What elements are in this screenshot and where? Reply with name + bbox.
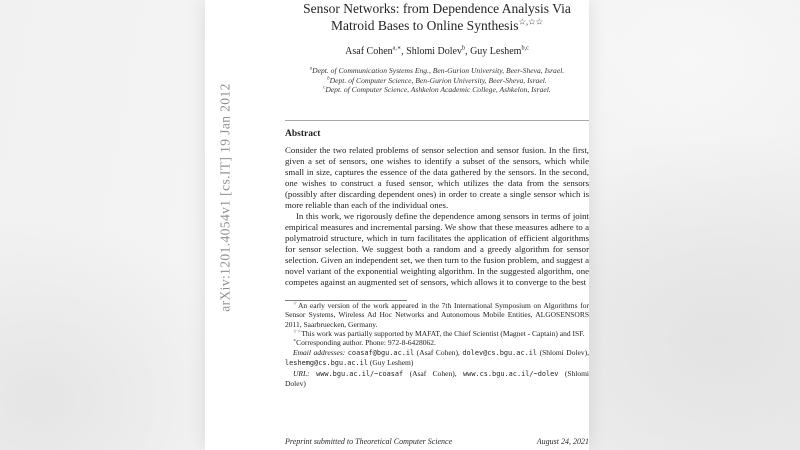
arxiv-watermark: arXiv:1201.4054v1 [cs.IT] 19 Jan 2012 <box>217 83 233 312</box>
footnote-urls <box>285 369 589 389</box>
affiliation-text: Dept. of Computer Science, Ashkelon Academic College, Ashkelon, Israel. <box>325 85 551 95</box>
footer-date: August 24, 2021 <box>536 437 589 446</box>
email-address: leshemg@cs.bgu.ac.il <box>285 359 368 368</box>
footnote-corresponding-author <box>285 338 589 347</box>
affiliation-mark: b <box>327 76 330 82</box>
footnote-early-version <box>285 301 589 329</box>
url-owner: (Asaf Cohen), <box>403 368 464 378</box>
email-address: dolev@cs.bgu.ac.il <box>462 348 538 357</box>
author-affil-mark: b,c <box>521 44 529 52</box>
affiliation-line <box>285 66 589 76</box>
affiliation-line <box>285 76 589 86</box>
footnote-text: An early version of the work appeared in the 7th International Symposium on Algorithms for Sensor Systems, Wireless Ad Hoc Networks and Autonomous Mobile Entities, ALGOSENSORS 2011, Saarbruecken, Germany. <box>285 300 589 329</box>
footnote-funding <box>285 329 589 338</box>
url-address: www.cs.bgu.ac.il/~dolev <box>463 369 559 378</box>
footnote-emails <box>285 348 589 369</box>
author-name: Guy Leshem <box>470 46 522 57</box>
paper-title <box>285 1 589 34</box>
frontmatter-rule <box>285 120 589 121</box>
paper-content-column <box>285 0 589 450</box>
abstract-paragraph-2: In this work, we rigorously define the dependence among sensors in terms of joint empirical measures and incremental parsing. We show that these measures adhere to a polymatroid structure, which in turn facilitates the application of efficient algorithms for sensor selection. We suggest both a random and a greedy algorithm for sensor selection. Given an independent set, we then turn to the fusion problem, and suggest a novel variant of the exponential weighting algorithm. In the suggested algorithm, one competes against an augmented set of sensors, which allows it to converge to the best <box>285 210 589 287</box>
title-footnote-marks: ☆,☆☆ <box>518 17 544 26</box>
abstract-paragraph-1: Consider the two related problems of sensor selection and sensor fusion. In the first, given a set of sensors, one wishes to identify a subset of the sensors, which while small in size, captures the essence of the data gathered by the sensors. In the second, one wishes to construct a fused sensor, which utilizes the data from the sensors (possibly after discarding dependent ones) in order to create a single sensor which is more reliable than each of the individual ones. <box>285 144 589 210</box>
author-separator: , <box>401 46 407 57</box>
url-owner: (Shlomi Dolev) <box>285 368 590 389</box>
author-line <box>285 46 589 57</box>
abstract-heading: Abstract <box>285 128 321 139</box>
footer-journal-note: Preprint submitted to Theoretical Computer Science <box>285 437 453 446</box>
footnote-mark-asterisk: ∗ <box>293 338 297 344</box>
email-owner: (Guy Leshem) <box>367 358 414 368</box>
email-label: Email addresses: <box>293 347 346 357</box>
email-owner: (Shlomi Dolev), <box>537 347 589 357</box>
url-address: www.bgu.ac.il/~coasaf <box>316 369 404 378</box>
footnote-text: Corresponding author. Phone: 972-8-6428062. <box>296 338 436 348</box>
affiliation-text: Dept. of Computer Science, Ben-Gurion University, Beer-Sheva, Israel. <box>329 75 547 85</box>
email-address: coasaf@bgu.ac.il <box>347 348 415 357</box>
author-name: Shlomi Dolev <box>406 46 462 57</box>
author-separator: , <box>465 46 471 57</box>
paper-title-line1: Sensor Networks: from Dependence Analysis Via <box>303 1 571 16</box>
affiliation-line <box>285 85 589 95</box>
email-owner: (Asaf Cohen), <box>414 347 463 357</box>
page-footer <box>285 437 589 446</box>
footnote-text: This work was partially supported by MAFAT, the Chief Scientist (Magnet - Captain) and ISF. <box>301 329 585 338</box>
paper-page <box>205 0 589 450</box>
paper-title-line2: Matroid Bases to Online Synthesis <box>330 17 519 33</box>
author-affil-mark: a,∗ <box>392 44 402 52</box>
author-affil-mark: b <box>461 44 466 52</box>
affiliation-text: Dept. of Communication Systems Eng., Ben-Gurion University, Beer-Sheva, Israel. <box>312 66 565 75</box>
affiliation-mark: c <box>323 85 326 91</box>
footnote-mark-star: ☆ <box>293 301 299 307</box>
url-label: URL: <box>293 368 310 378</box>
footnote-mark-double-star: ☆☆ <box>293 329 302 335</box>
affiliation-mark: a <box>309 66 313 72</box>
author-name: Asaf Cohen <box>345 46 393 57</box>
affiliations-block <box>285 66 589 95</box>
